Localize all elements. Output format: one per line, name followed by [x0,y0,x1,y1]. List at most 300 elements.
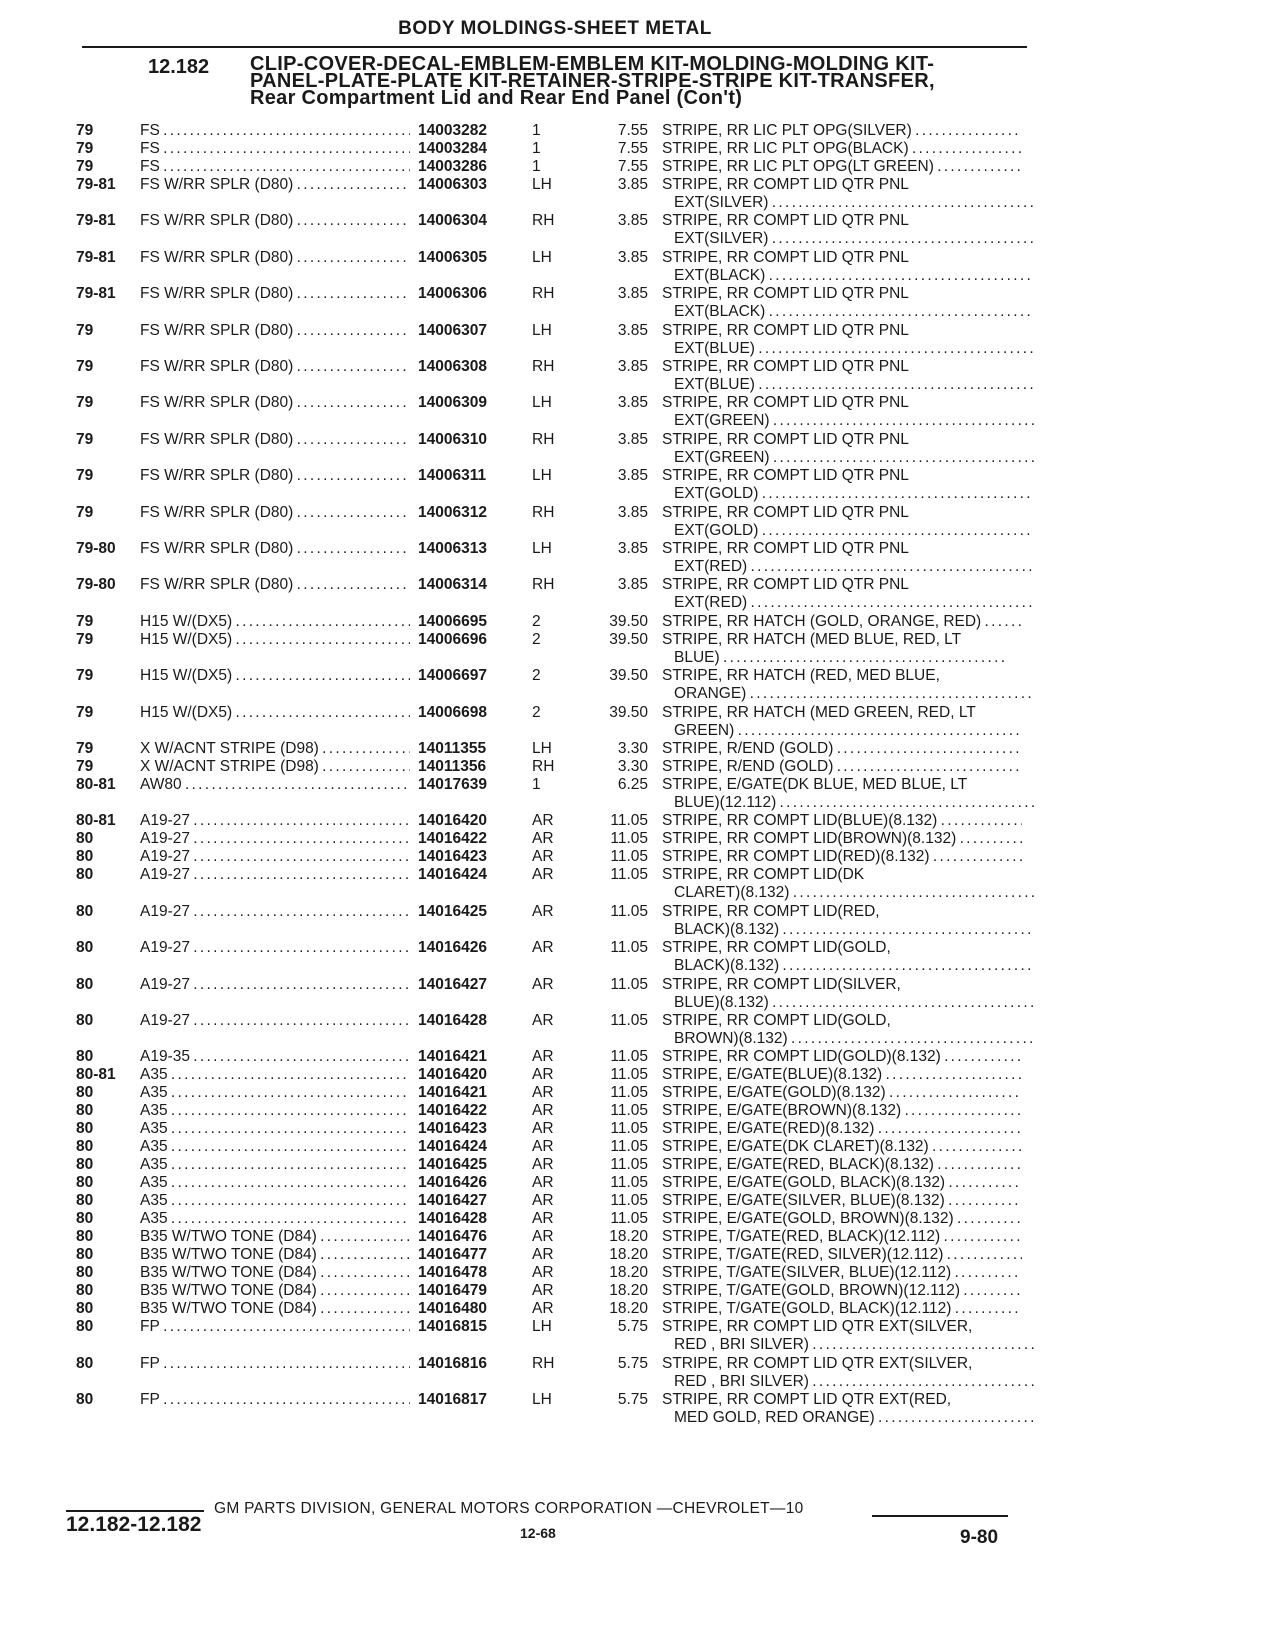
model-cell: FP . . . [140,1391,410,1408]
model-cell: FS W/RR SPLR (D80) . . . [140,467,410,484]
year-cell: 80 [76,1228,94,1246]
part-number-cell: 14016424 [418,1138,487,1156]
price-cell: 18.20 [609,1282,648,1300]
description-cell: STRIPE, RR COMPT LID QTR EXT(SILVER, [662,1318,973,1336]
part-number-cell: 14016423 [418,848,487,866]
part-number-cell: 14016815 [418,1318,487,1336]
table-row [0,1156,1280,1174]
part-number-cell: 14006307 [418,321,487,339]
description-continuation: BLACK)(8.132) . . . [674,921,1034,938]
table-row [0,758,1280,776]
description-continuation: EXT(GREEN) . . . [674,412,1034,429]
quantity-cell: 1 [532,776,541,793]
part-number-cell: 14016427 [418,975,487,993]
price-cell: 3.30 [617,740,648,757]
model-cell: A35 . . . [140,1138,410,1155]
description-cell: STRIPE, E/GATE(RED, BLACK)(8.132) . . . [662,1156,1022,1173]
quantity-cell: LH [532,1318,552,1336]
year-cell: 79-81 [76,248,116,266]
description-cell: STRIPE, RR COMPT LID QTR EXT(RED, [662,1391,952,1409]
description-cell: STRIPE, RR HATCH (MED GREEN, RED, LT [662,703,976,721]
part-number-cell: 14016428 [418,1210,487,1228]
quantity-cell: RH [532,285,555,303]
table-row [0,830,1280,848]
year-cell: 80 [76,975,94,993]
year-cell: 79-80 [76,540,116,557]
model-cell: B35 W/TWO TONE (D84) . . . [140,1228,410,1245]
year-cell: 80 [76,866,94,884]
quantity-cell: AR [532,1246,554,1264]
quantity-cell: 2 [532,612,541,630]
part-number-cell: 14016425 [418,902,487,920]
year-cell: 79 [76,503,94,521]
quantity-cell: RH [532,212,555,230]
description-cell: STRIPE, RR COMPT LID QTR PNL [662,467,909,485]
description-cell: STRIPE, RR LIC PLT OPG(SILVER) . . . [662,122,1022,139]
table-row [0,975,1280,1011]
price-cell: 11.05 [610,812,648,830]
price-cell: 39.50 [609,630,648,648]
model-cell: B35 W/TWO TONE (D84) . . . [140,1246,410,1263]
part-number-cell: 14003284 [418,140,487,157]
quantity-cell: AR [532,1264,554,1282]
table-row [0,1012,1280,1047]
description-cell: STRIPE, RR COMPT LID QTR EXT(SILVER, [662,1354,973,1372]
price-cell: 3.85 [617,576,648,594]
description-cell: STRIPE, RR COMPT LID QTR PNL [662,540,909,557]
description-cell: STRIPE, RR COMPT LID QTR PNL [662,394,909,412]
description-cell: STRIPE, E/GATE(GOLD)(8.132) . . . [662,1084,1022,1101]
year-cell: 80 [76,1174,94,1192]
year-cell: 80-81 [76,776,116,793]
part-number-cell: 14016427 [418,1192,487,1210]
year-cell: 79 [76,140,94,157]
quantity-cell: AR [532,1192,554,1210]
price-cell: 11.05 [610,1066,648,1084]
price-cell: 3.85 [617,430,648,448]
price-cell: 5.75 [617,1391,648,1409]
table-row [0,176,1280,211]
model-cell: FP . . . [140,1355,410,1372]
table-row [0,1192,1280,1210]
section-title-line: Rear Compartment Lid and Rear End Panel (Con't) [250,87,743,109]
model-cell: FS W/RR SPLR (D80) . . . [140,322,410,339]
quantity-cell: AR [532,1156,554,1174]
section-title-line: CLIP-COVER-DECAL-EMBLEM-EMBLEM KIT-MOLDING-MOLDING KIT- [250,53,935,75]
model-cell: A35 . . . [140,1156,410,1173]
price-cell: 3.85 [617,248,648,266]
table-row [0,1354,1280,1390]
description-cell: STRIPE, RR COMPT LID(RED, [662,902,880,920]
table-row [0,285,1280,321]
description-continuation: EXT(RED) . . . [674,594,1034,611]
year-cell: 80 [76,1156,94,1174]
description-cell: STRIPE, RR COMPT LID(SILVER, [662,975,901,993]
price-cell: 11.05 [610,1048,648,1066]
year-cell: 80 [76,848,94,866]
model-cell: A35 . . . [140,1192,410,1209]
quantity-cell: AR [532,830,554,848]
description-continuation: EXT(SILVER) . . . [674,194,1034,211]
description-cell: STRIPE, RR HATCH (GOLD, ORANGE, RED) . . . [662,613,1022,630]
quantity-cell: AR [532,1138,554,1156]
table-row [0,1048,1280,1066]
part-number-cell: 14006304 [418,212,487,230]
year-cell: 80 [76,1048,94,1066]
description-cell: STRIPE, RR COMPT LID(RED)(8.132) . . . [662,848,1022,865]
quantity-cell: AR [532,866,554,884]
table-row [0,1228,1280,1246]
quantity-cell: AR [532,902,554,920]
footer-rule-right [872,1515,1008,1517]
quantity-cell: LH [532,1391,552,1409]
table-row [0,1391,1280,1427]
quantity-cell: LH [532,321,552,339]
price-cell: 11.05 [610,1012,648,1029]
part-number-cell: 14011356 [418,758,487,775]
quantity-cell: RH [532,503,555,521]
table-row [0,122,1280,140]
part-number-cell: 14006313 [418,540,487,557]
description-cell: STRIPE, T/GATE(SILVER, BLUE)(12.112) . . . [662,1264,1022,1281]
table-row [0,248,1280,284]
quantity-cell: RH [532,1354,555,1372]
price-cell: 39.50 [609,667,648,685]
description-continuation: BLUE) . . . [674,649,1034,666]
price-cell: 3.85 [617,467,648,485]
year-cell: 80 [76,1282,94,1300]
part-number-cell: 14016816 [418,1354,487,1372]
table-row [0,321,1280,357]
table-row [0,613,1280,631]
year-cell: 80 [76,1354,94,1372]
quantity-cell: LH [532,394,552,412]
table-row [0,866,1280,902]
section-number: 12.182 [148,56,210,78]
model-cell: X W/ACNT STRIPE (D98) . . . [140,740,410,757]
part-number-cell: 14006311 [418,467,487,485]
description-cell: STRIPE, T/GATE(RED, BLACK)(12.112) . . . [662,1228,1022,1245]
price-cell: 3.85 [617,321,648,339]
description-cell: STRIPE, E/GATE(BLUE)(8.132) . . . [662,1066,1022,1083]
quantity-cell: LH [532,740,552,757]
model-cell: A19-27 . . . [140,1012,410,1029]
description-continuation: EXT(RED) . . . [674,558,1034,575]
part-number-cell: 14016423 [418,1120,487,1138]
part-number-cell: 14006697 [418,667,487,685]
table-row [0,540,1280,575]
price-cell: 5.75 [617,1354,648,1372]
year-cell: 79 [76,667,94,685]
year-cell: 80 [76,1138,94,1156]
quantity-cell: AR [532,1102,554,1120]
description-cell: STRIPE, T/GATE(RED, SILVER)(12.112) . . . [662,1246,1022,1263]
description-cell: STRIPE, T/GATE(GOLD, BROWN)(12.112) . . . [662,1282,1022,1299]
price-cell: 3.85 [617,540,648,557]
model-cell: A19-27 . . . [140,903,410,920]
quantity-cell: AR [532,812,554,830]
price-cell: 11.05 [610,1174,648,1192]
price-cell: 18.20 [609,1228,648,1246]
table-row [0,1282,1280,1300]
table-row [0,703,1280,739]
quantity-cell: AR [532,1228,554,1246]
part-number-cell: 14016480 [418,1300,487,1318]
description-cell: STRIPE, RR HATCH (RED, MED BLUE, [662,667,940,685]
quantity-cell: AR [532,1048,554,1066]
price-cell: 39.50 [609,703,648,721]
model-cell: H15 W/(DX5) . . . [140,613,410,630]
price-cell: 7.55 [617,140,648,157]
footer-date: 9-80 [960,1527,999,1548]
quantity-cell: LH [532,467,552,485]
table-row [0,776,1280,811]
price-cell: 11.05 [610,1084,648,1102]
year-cell: 79 [76,703,94,721]
year-cell: 79-81 [76,212,116,230]
year-cell: 79 [76,740,94,757]
quantity-cell: 1 [532,140,541,157]
quantity-cell: LH [532,176,552,193]
description-cell: STRIPE, RR COMPT LID(GOLD)(8.132) . . . [662,1048,1022,1065]
model-cell: FS W/RR SPLR (D80) . . . [140,576,410,593]
footer-page-number: 12-68 [520,1525,556,1541]
table-row [0,576,1280,612]
table-row [0,812,1280,830]
part-number-cell: 14016420 [418,812,487,830]
description-cell: STRIPE, RR COMPT LID(BROWN)(8.132) . . . [662,830,1022,847]
description-cell: STRIPE, RR LIC PLT OPG(LT GREEN) . . . [662,158,1022,175]
year-cell: 79 [76,612,94,630]
year-cell: 79 [76,358,94,375]
part-number-cell: 14016425 [418,1156,487,1174]
model-cell: B35 W/TWO TONE (D84) . . . [140,1282,410,1299]
year-cell: 80 [76,902,94,920]
year-cell: 80-81 [76,1066,116,1084]
description-cell: STRIPE, RR COMPT LID(GOLD, [662,939,891,957]
part-number-cell: 14006306 [418,285,487,303]
year-cell: 80 [76,830,94,848]
part-number-cell: 14006310 [418,430,487,448]
description-cell: STRIPE, RR COMPT LID QTR PNL [662,503,909,521]
description-cell: STRIPE, R/END (GOLD) . . . [662,758,1022,775]
price-cell: 7.55 [617,158,648,175]
part-number-cell: 14006312 [418,503,487,521]
table-row [0,1138,1280,1156]
table-row [0,467,1280,503]
year-cell: 79 [76,321,94,339]
model-cell: A35 . . . [140,1084,410,1101]
model-cell: FS W/RR SPLR (D80) . . . [140,394,410,411]
year-cell: 79-81 [76,285,116,303]
price-cell: 11.05 [610,866,648,884]
model-cell: A19-27 . . . [140,976,410,993]
quantity-cell: AR [532,1012,554,1029]
year-cell: 80 [76,1246,94,1264]
description-cell: STRIPE, R/END (GOLD) . . . [662,740,1022,757]
description-cell: STRIPE, RR COMPT LID QTR PNL [662,285,909,303]
part-number-cell: 14016420 [418,1066,487,1084]
year-cell: 80 [76,1318,94,1336]
table-row [0,630,1280,666]
year-cell: 80 [76,1391,94,1409]
price-cell: 3.85 [617,358,648,375]
price-cell: 11.05 [610,1210,648,1228]
price-cell: 3.30 [617,758,648,775]
part-number-cell: 14016421 [418,1048,487,1066]
footer-section-range: 12.182-12.182 [66,1513,202,1536]
price-cell: 18.20 [609,1246,648,1264]
section-title-line: PANEL-PLATE-PLATE KIT-RETAINER-STRIPE-STRIPE KIT-TRANSFER, [250,70,935,92]
year-cell: 79 [76,394,94,412]
model-cell: A35 . . . [140,1174,410,1191]
model-cell: AW80 . . . [140,776,410,793]
year-cell: 80 [76,1264,94,1282]
model-cell: FS W/RR SPLR (D80) . . . [140,504,410,521]
table-row [0,430,1280,466]
part-number-cell: 14016421 [418,1084,487,1102]
quantity-cell: RH [532,430,555,448]
model-cell: FS W/RR SPLR (D80) . . . [140,540,410,557]
model-cell: FS W/RR SPLR (D80) . . . [140,249,410,266]
quantity-cell: 2 [532,630,541,648]
part-number-cell: 14003286 [418,158,487,175]
table-row [0,1264,1280,1282]
description-cell: STRIPE, RR COMPT LID(DK [662,866,865,884]
quantity-cell: RH [532,358,555,375]
model-cell: FS . . . [140,122,410,139]
table-row [0,1174,1280,1192]
part-number-cell: 14016424 [418,866,487,884]
part-number-cell: 14016476 [418,1228,487,1246]
model-cell: FS W/RR SPLR (D80) . . . [140,176,410,193]
description-continuation: RED , BRI SILVER) . . . [674,1336,1034,1353]
year-cell: 80 [76,1120,94,1138]
table-row [0,1084,1280,1102]
part-number-cell: 14016422 [418,1102,487,1120]
description-continuation: EXT(BLACK) . . . [674,303,1034,320]
model-cell: FS W/RR SPLR (D80) . . . [140,431,410,448]
price-cell: 18.20 [609,1300,648,1318]
part-number-cell: 14016428 [418,1012,487,1029]
table-row [0,902,1280,938]
footer-rule-left [66,1510,204,1512]
price-cell: 3.85 [617,394,648,412]
table-row [0,140,1280,158]
quantity-cell: 1 [532,122,541,139]
table-row [0,1102,1280,1120]
model-cell: FS W/RR SPLR (D80) . . . [140,212,410,229]
part-number-cell: 14006314 [418,576,487,594]
description-continuation: ORANGE) . . . [674,685,1034,702]
description-continuation: EXT(GOLD) . . . [674,485,1034,502]
model-cell: FS . . . [140,158,410,175]
quantity-cell: LH [532,248,552,266]
table-row [0,939,1280,975]
price-cell: 18.20 [609,1264,648,1282]
price-cell: 11.05 [610,1192,648,1210]
price-cell: 5.75 [617,1318,648,1336]
description-cell: STRIPE, E/GATE(SILVER, BLUE)(8.132) . . . [662,1192,1022,1209]
price-cell: 7.55 [617,122,648,139]
model-cell: A35 . . . [140,1066,410,1083]
description-continuation: EXT(GREEN) . . . [674,449,1034,466]
table-row [0,1210,1280,1228]
description-cell: STRIPE, E/GATE(GOLD, BROWN)(8.132) . . . [662,1210,1022,1227]
description-continuation: CLARET)(8.132) . . . [674,884,1034,901]
description-continuation: EXT(GOLD) . . . [674,522,1034,539]
description-continuation: BLUE)(12.112) . . . [674,794,1034,811]
quantity-cell: RH [532,758,555,775]
description-cell: STRIPE, RR LIC PLT OPG(BLACK) . . . [662,140,1022,157]
year-cell: 79 [76,158,94,175]
description-continuation: BLACK)(8.132) . . . [674,957,1034,974]
quantity-cell: AR [532,1300,554,1318]
year-cell: 79 [76,122,94,139]
model-cell: FS . . . [140,140,410,157]
model-cell: FP . . . [140,1318,410,1335]
description-continuation: EXT(BLUE) . . . [674,376,1034,393]
model-cell: A35 . . . [140,1210,410,1227]
quantity-cell: AR [532,1084,554,1102]
year-cell: 79 [76,630,94,648]
quantity-cell: AR [532,1210,554,1228]
year-cell: 79 [76,467,94,485]
description-cell: STRIPE, RR COMPT LID QTR PNL [662,176,909,193]
table-row [0,158,1280,176]
part-number-cell: 14016478 [418,1264,487,1282]
year-cell: 80 [76,939,94,957]
year-cell: 80-81 [76,812,116,830]
price-cell: 11.05 [610,1156,648,1174]
part-number-cell: 14016817 [418,1391,487,1409]
price-cell: 39.50 [609,612,648,630]
quantity-cell: AR [532,1120,554,1138]
price-cell: 3.85 [617,212,648,230]
table-row [0,1246,1280,1264]
description-cell: STRIPE, RR COMPT LID QTR PNL [662,248,909,266]
year-cell: 80 [76,1012,94,1029]
table-row [0,667,1280,703]
description-cell: STRIPE, RR COMPT LID QTR PNL [662,430,909,448]
description-cell: STRIPE, E/GATE(GOLD, BLACK)(8.132) . . . [662,1174,1022,1191]
part-number-cell: 14017639 [418,776,487,793]
model-cell: A35 . . . [140,1120,410,1137]
description-cell: STRIPE, E/GATE(DK CLARET)(8.132) . . . [662,1138,1022,1155]
description-cell: STRIPE, E/GATE(BROWN)(8.132) . . . [662,1102,1022,1119]
description-cell: STRIPE, T/GATE(GOLD, BLACK)(12.112) . . . [662,1300,1022,1317]
model-cell: H15 W/(DX5) . . . [140,704,410,721]
model-cell: A19-27 . . . [140,812,410,829]
price-cell: 11.05 [610,939,648,957]
quantity-cell: AR [532,848,554,866]
description-cell: STRIPE, RR COMPT LID QTR PNL [662,576,909,594]
description-cell: STRIPE, RR COMPT LID QTR PNL [662,321,909,339]
year-cell: 80 [76,1084,94,1102]
part-number-cell: 14016426 [418,1174,487,1192]
price-cell: 11.05 [610,830,648,848]
table-row [0,848,1280,866]
price-cell: 11.05 [610,1138,648,1156]
model-cell: A19-27 . . . [140,830,410,847]
table-row [0,1318,1280,1354]
description-cell: STRIPE, RR COMPT LID QTR PNL [662,212,909,230]
model-cell: A19-35 . . . [140,1048,410,1065]
page-header-title: BODY MOLDINGS-SHEET METAL [398,18,712,39]
description-cell: STRIPE, RR COMPT LID(GOLD, [662,1012,891,1029]
year-cell: 80 [76,1192,94,1210]
table-row [0,212,1280,248]
